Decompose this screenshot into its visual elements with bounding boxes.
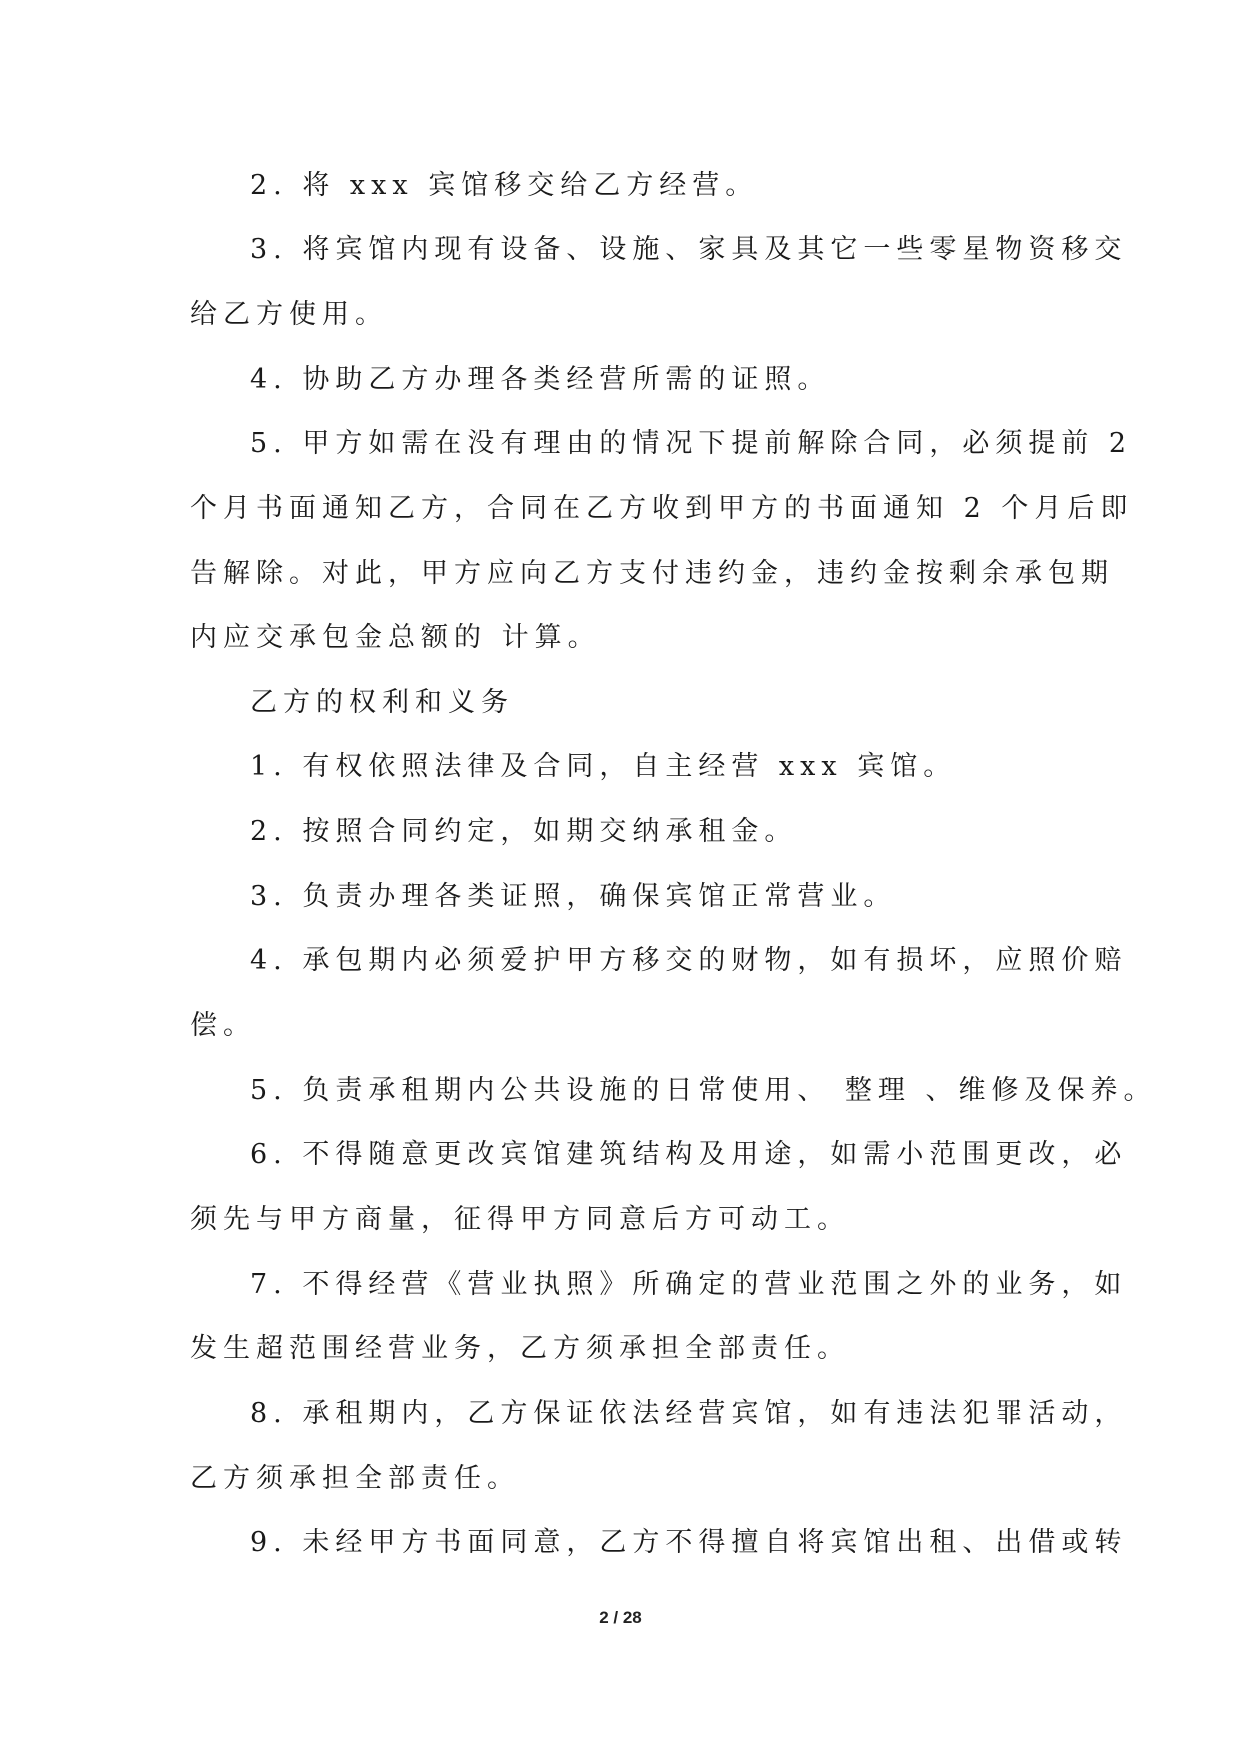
paragraph-line: 偿。 (190, 1010, 256, 1041)
section-heading: 乙方的权利和义务 (250, 687, 514, 718)
paragraph-line: 给乙方使用。 (190, 299, 388, 330)
paragraph-line: 告解除。对此，甲方应向乙方支付违约金，违约金按剩余承包期 (190, 558, 1114, 589)
paragraph-line: 9. 未经甲方书面同意，乙方不得擅自将宾馆出租、出借或转 (250, 1527, 1128, 1558)
paragraph-line: 3. 负责办理各类证照，确保宾馆正常营业。 (250, 881, 897, 912)
paragraph-line: 须先与甲方商量，征得甲方同意后方可动工。 (190, 1204, 850, 1235)
paragraph-line: 5. 甲方如需在没有理由的情况下提前解除合同，必须提前 2 (250, 428, 1133, 459)
paragraph-line: 3. 将宾馆内现有设备、设施、家具及其它一些零星物资移交 (250, 234, 1128, 265)
paragraph-line: 乙方须承担全部责任。 (190, 1463, 520, 1494)
paragraph-line: 2. 将 xxx 宾馆移交给乙方经营。 (250, 170, 759, 201)
paragraph-line: 个月书面通知乙方，合同在乙方收到甲方的书面通知 2 个月后即 (190, 493, 1134, 524)
page-number: 2 / 28 (599, 1608, 642, 1627)
paragraph-line: 内应交承包金总额的 计算。 (190, 622, 601, 653)
paragraph-line: 7. 不得经营《营业执照》所确定的营业范围之外的业务，如 (250, 1269, 1128, 1300)
paragraph-line: 2. 按照合同约定，如期交纳承租金。 (250, 816, 798, 847)
paragraph-line: 5. 负责承租期内公共设施的日常使用、 整理 、维修及保养。 (250, 1075, 1157, 1106)
paragraph-line: 4. 协助乙方办理各类经营所需的证照。 (250, 364, 831, 395)
paragraph-line: 8. 承租期内，乙方保证依法经营宾馆，如有违法犯罪活动， (250, 1398, 1128, 1429)
paragraph-line: 发生超范围经营业务，乙方须承担全部责任。 (190, 1333, 850, 1364)
paragraph-line: 6. 不得随意更改宾馆建筑结构及用途，如需小范围更改，必 (250, 1139, 1128, 1170)
paragraph-line: 1. 有权依照法律及合同，自主经营 xxx 宾馆。 (250, 751, 957, 782)
paragraph-line: 4. 承包期内必须爱护甲方移交的财物，如有损坏，应照价赔 (250, 945, 1128, 976)
